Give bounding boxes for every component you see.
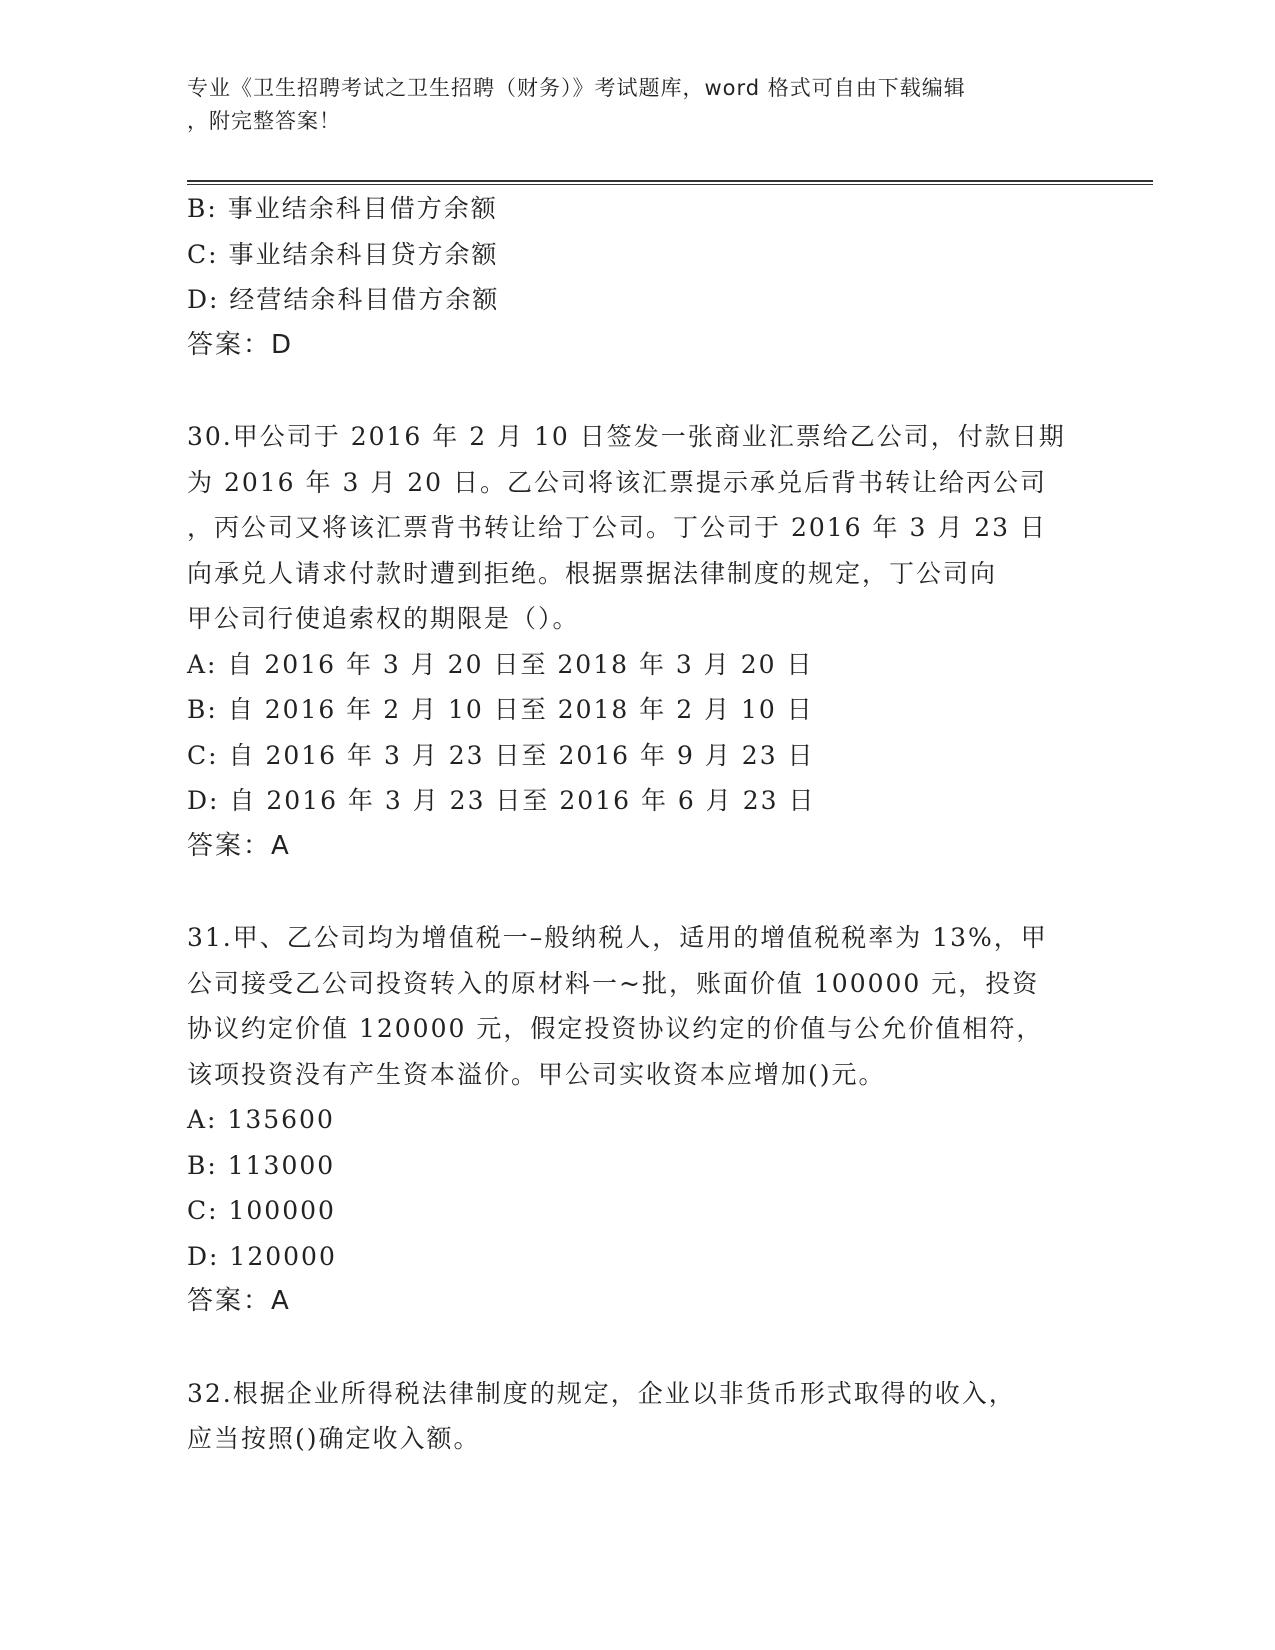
answer: 答案：A	[187, 1286, 291, 1316]
option-c: C: 自 2016 年 3 月 23 日至 2016 年 9 月 23 日	[187, 740, 815, 770]
question-text-line: 为 2016 年 3 月 20 日。乙公司将该汇票提示承兑后背书转让给丙公司	[187, 467, 1048, 497]
option-b: B: 自 2016 年 2 月 10 日至 2018 年 2 月 10 日	[187, 695, 814, 724]
option-b: B: 事业结余科目借方余额	[187, 194, 498, 223]
option-d: D: 自 2016 年 3 月 23 日至 2016 年 6 月 23 日	[187, 786, 816, 815]
question-text-line: 向承兑人请求付款时遭到拒绝。根据票据法律制度的规定，丁公司向	[187, 558, 998, 588]
answer: 答案：D	[187, 329, 294, 360]
document-body	[187, 186, 1087, 1462]
option-c: C: 100000	[187, 1196, 336, 1225]
header-line-2: ，附完整答案！	[187, 109, 341, 133]
option-a: A: 135600	[187, 1105, 335, 1134]
question-31	[187, 915, 1087, 1325]
option-a: A: 自 2016 年 3 月 20 日至 2018 年 3 月 20 日	[187, 649, 814, 679]
question-30	[187, 414, 1087, 869]
header-line-1: 专业《卫生招聘考试之卫生招聘（财务）》考试题库，word 格式可自由下载编辑	[187, 76, 966, 100]
document-header	[187, 72, 1067, 138]
question-text-line: 甲公司行使追索权的期限是（）。	[187, 604, 580, 633]
question-text-line: 30.甲公司于 2016 年 2 月 10 日签发一张商业汇票给乙公司，付款日期	[187, 422, 1066, 451]
question-text-line: ，丙公司又将该汇票背书转让给丁公司。丁公司于 2016 年 3 月 23 日	[187, 513, 1048, 542]
question-text-line: 该项投资没有产生资本溢价。甲公司实收资本应增加()元。	[187, 1059, 886, 1089]
question-32	[187, 1371, 1087, 1462]
option-d: D: 经营结余科目借方余额	[187, 285, 500, 314]
question-text-line: 应当按照()确定收入额。	[187, 1424, 481, 1453]
answer: 答案：A	[187, 830, 291, 861]
option-d: D: 120000	[187, 1241, 337, 1271]
header-divider	[187, 180, 1153, 185]
question-text-line: 32.根据企业所得税法律制度的规定，企业以非货币形式取得的收入，	[187, 1378, 1016, 1408]
question-text-line: 协议约定价值 120000 元，假定投资协议约定的价值与公允价值相符，	[187, 1014, 1044, 1043]
option-c: C: 事业结余科目贷方余额	[187, 239, 499, 269]
question-text-line: 31.甲、乙公司均为增值税一–般纳税人，适用的增值税税率为 13%，甲	[187, 923, 1048, 952]
question-29	[187, 186, 1087, 368]
question-text-line: 公司接受乙公司投资转入的原材料一~批，账面价值 100000 元，投资	[187, 968, 1040, 998]
option-b: B: 113000	[187, 1150, 336, 1180]
